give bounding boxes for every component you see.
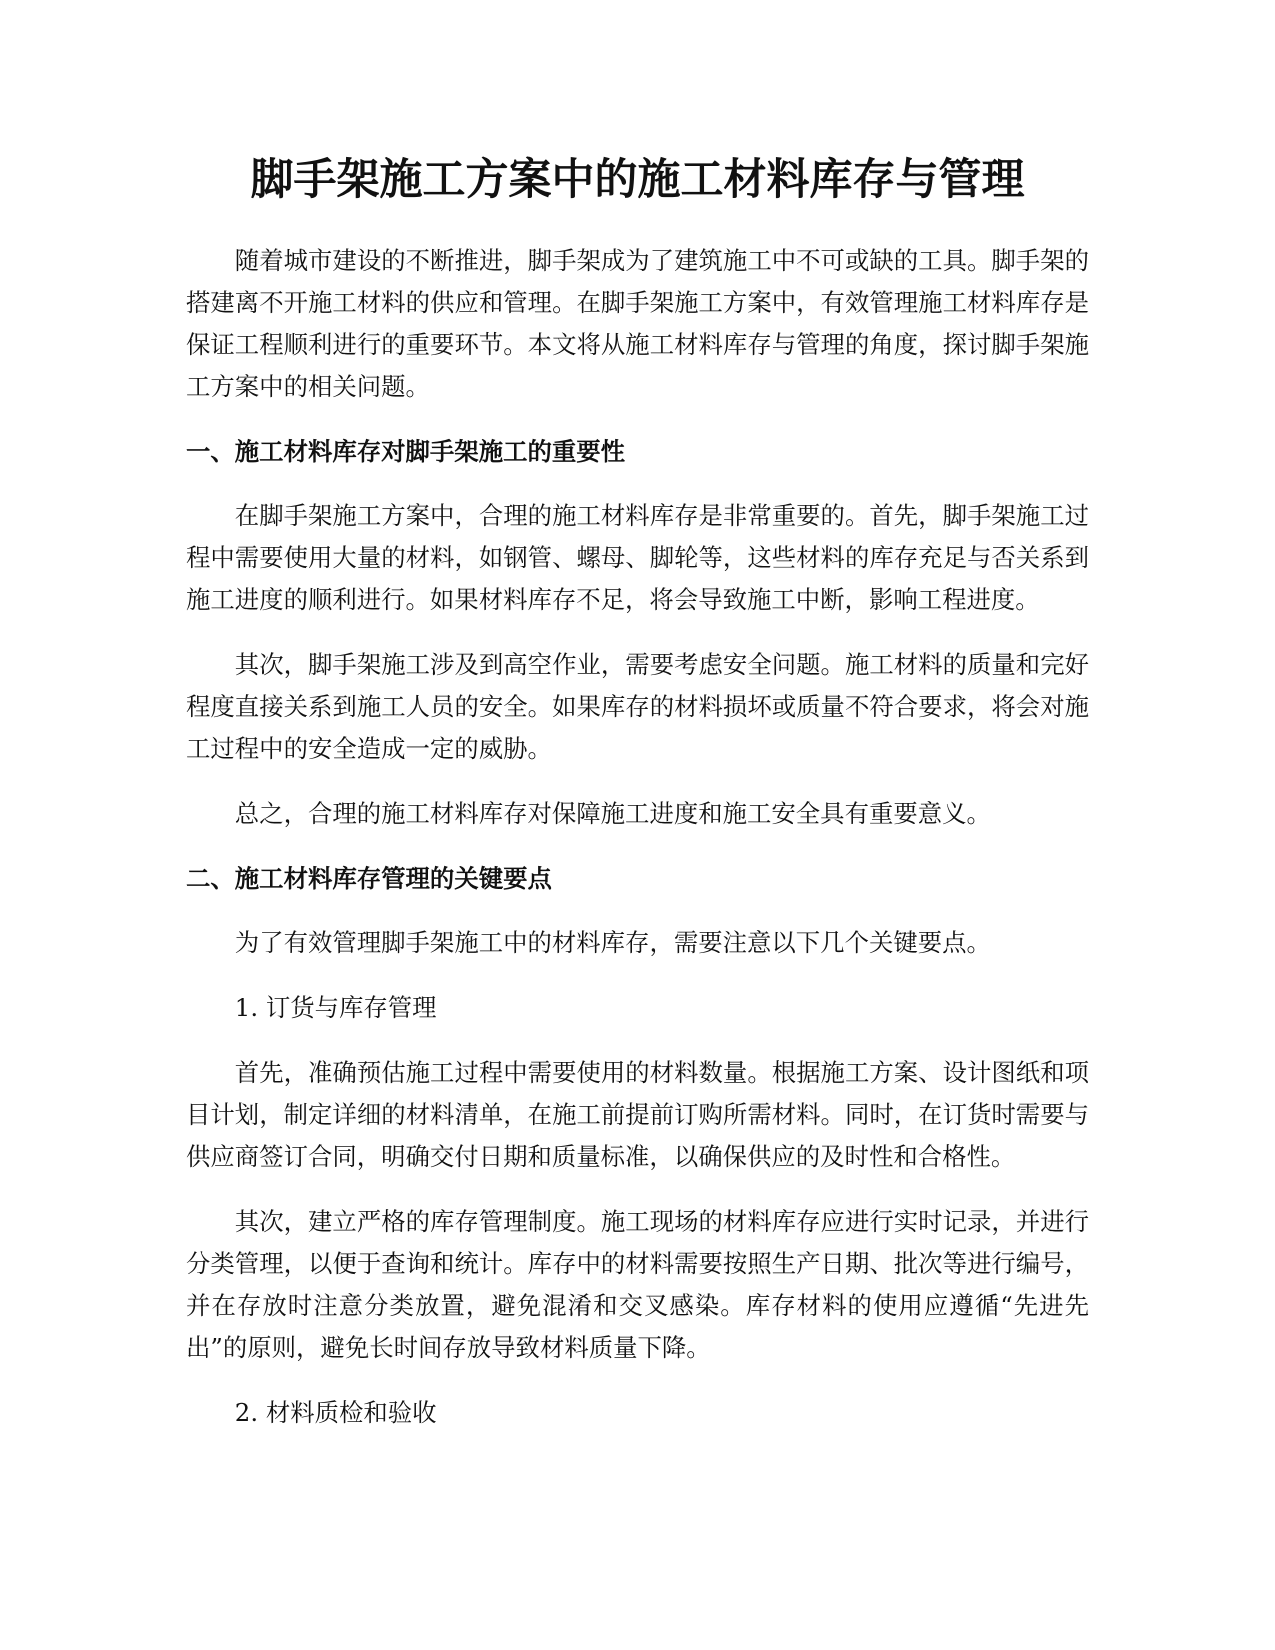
- subsection-1-paragraph-2: 其次，建立严格的库存管理制度。施工现场的材料库存应进行实时记录，并进行分类管理，以便于查询和统计。库存中的材料需要按照生产日期、批次等进行编号，并在存放时注意分类放置，避免混淆和交叉感染。库存材料的使用应遵循“先进先出”的原则，避免长时间存放导致材料质量下降。: [186, 1207, 1089, 1362]
- section-2-intro: 为了有效管理脚手架施工中的材料库存，需要注意以下几个关键要点。: [234, 928, 991, 957]
- section-1-paragraph-2: 其次，脚手架施工涉及到高空作业，需要考虑安全问题。施工材料的质量和完好程度直接关系到施工人员的安全。如果库存的材料损坏或质量不符合要求，将会对施工过程中的安全造成一定的威胁。: [186, 650, 1089, 763]
- subsection-2-title: 2. 材料质检和验收: [234, 1398, 437, 1427]
- document-body: [186, 240, 1089, 1457]
- section-1-paragraph-1: 在脚手架施工方案中，合理的施工材料库存是非常重要的。首先，脚手架施工过程中需要使用大量的材料，如钢管、螺母、脚轮等，这些材料的库存充足与否关系到施工进度的顺利进行。如果材料库存不足，将会导致施工中断，影响工程进度。: [186, 501, 1089, 614]
- subsection-1-title: 1. 订货与库存管理: [234, 993, 437, 1022]
- subsection-1-paragraph-1: 首先，准确预估施工过程中需要使用的材料数量。根据施工方案、设计图纸和项目计划，制定详细的材料清单，在施工前提前订购所需材料。同时，在订货时需要与供应商签订合同，明确交付日期和质量标准，以确保供应的及时性和合格性。: [186, 1058, 1089, 1171]
- section-1-heading: 一、施工材料库存对脚手架施工的重要性: [186, 437, 626, 466]
- document-title: 脚手架施工方案中的施工材料库存与管理: [250, 155, 1025, 205]
- intro-paragraph: 随着城市建设的不断推进，脚手架成为了建筑施工中不可或缺的工具。脚手架的搭建离不开施工材料的供应和管理。在脚手架施工方案中，有效管理施工材料库存是保证工程顺利进行的重要环节。本文将从施工材料库存与管理的角度，探讨脚手架施工方案中的相关问题。: [186, 246, 1089, 401]
- section-1-paragraph-3: 总之，合理的施工材料库存对保障施工进度和施工安全具有重要意义。: [234, 799, 991, 828]
- section-2-heading: 二、施工材料库存管理的关键要点: [186, 864, 552, 893]
